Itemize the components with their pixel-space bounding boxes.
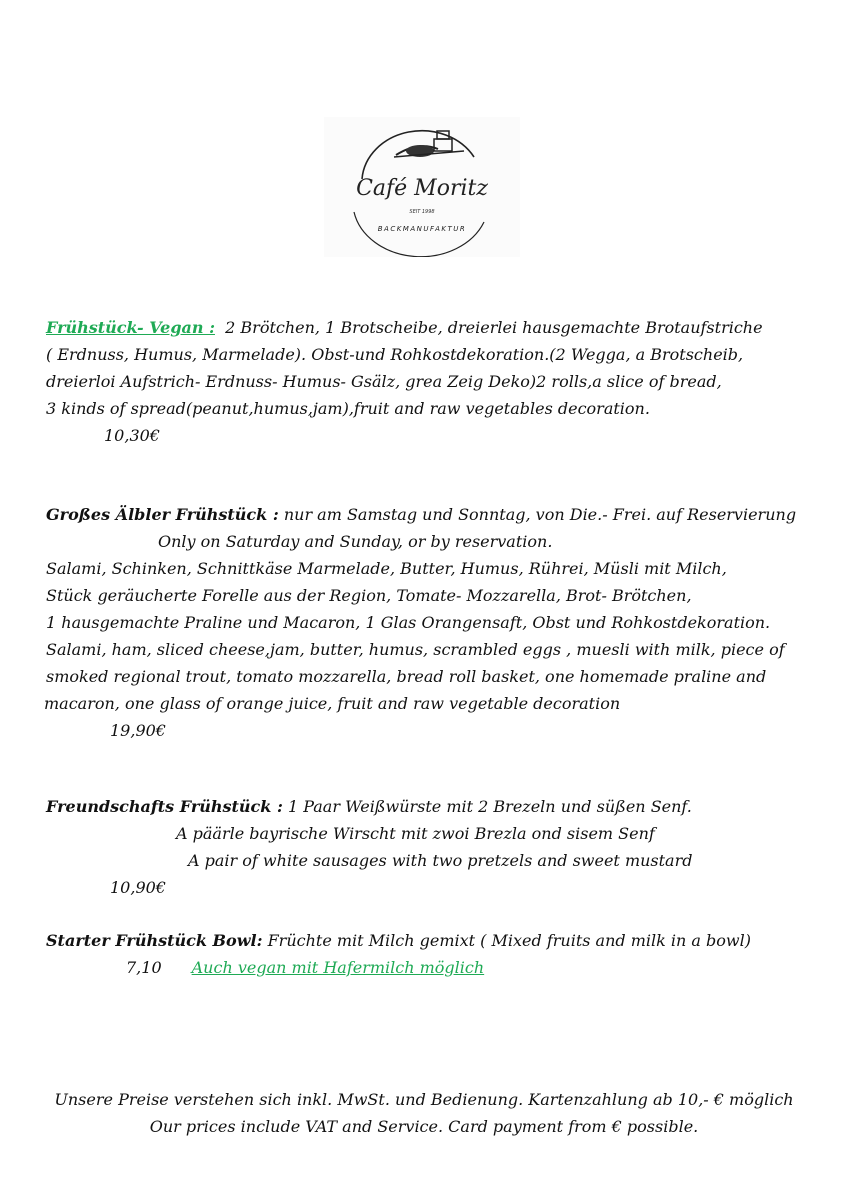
bowl-price: 7,10 (126, 958, 162, 977)
friendship-desc-line: 1 Paar Weißwürste mit 2 Brezeln und süßen Senf. (287, 797, 692, 816)
friendship-desc-line: A päärle bayrische Wirscht mit zwoi Brezla ond sisem Senf (176, 824, 655, 843)
logo-brand-text: Café Moritz (356, 176, 488, 201)
aelbler-desc-line: Salami, Schinken, Schnittkäse Marmelade, Butter, Humus, Rührei, Müsli mit Milch, (46, 559, 727, 578)
vegan-desc-line: 2 Brötchen, 1 Brotscheibe, dreierlei hausgemachte Brotaufstriche (225, 318, 763, 337)
cafe-logo-emblem (324, 117, 520, 257)
vegan-desc-line: ( Erdnuss, Humus, Marmelade). Obst-und Rohkostdekoration.(2 Wegga, a Brotscheib, (46, 345, 744, 364)
starter-bowl-section (46, 927, 751, 981)
vegan-title: Frühstück- Vegan : (46, 318, 215, 337)
aelbler-desc-line: macaron, one glass of orange juice, fruit and raw vegetable decoration (44, 694, 621, 713)
aelbler-desc-line: nur am Samstag und Sonntag, von Die.- Frei. auf Reservierung (283, 505, 797, 524)
footer-price-note: Unsere Preise verstehen sich inkl. MwSt. und Bedienung. Kartenzahlung ab 10,- € möglich (54, 1090, 794, 1109)
cafe-logo (324, 117, 520, 257)
friendship-title: Freundschafts Frühstück : (46, 797, 283, 816)
logo-ring-text: BACKMANUFAKTUR (377, 225, 467, 233)
friendship-price: 10,90€ (110, 878, 166, 897)
bread-tray-icon (394, 131, 464, 157)
friendship-breakfast-section (46, 793, 692, 901)
aelbler-price: 19,90€ (110, 721, 166, 740)
aelbler-desc-line: 1 hausgemachte Praline und Macaron, 1 Glas Orangensaft, Obst und Rohkostdekoration. (46, 613, 771, 632)
vegan-price: 10,30€ (104, 426, 160, 445)
aelbler-breakfast-section (46, 501, 796, 744)
aelbler-title: Großes Älbler Frühstück : (46, 505, 279, 524)
aelbler-desc-line: Only on Saturday and Sunday, or by reservation. (158, 532, 553, 551)
aelbler-desc-line: Stück geräucherte Forelle aus der Region, Tomate- Mozzarella, Brot- Brötchen, (46, 586, 692, 605)
aelbler-desc-line: smoked regional trout, tomato mozzarella, bread roll basket, one homemade praline and (46, 667, 767, 686)
vegan-desc-line: dreierloi Aufstrich- Erdnuss- Humus- Gsälz, grea Zeig Deko)2 rolls,a slice of bread, (46, 372, 722, 391)
vegan-breakfast-section (46, 314, 763, 449)
friendship-desc-line: A pair of white sausages with two pretzels and sweet mustard (188, 851, 693, 870)
logo-since-text: SEIT 1998 (409, 209, 435, 215)
bowl-desc-line: Früchte mit Milch gemixt ( Mixed fruits and milk in a bowl) (267, 931, 751, 950)
footer-price-note-en: Our prices include VAT and Service. Card payment from € possible. (149, 1117, 699, 1136)
bowl-title: Starter Frühstück Bowl: (46, 931, 263, 950)
bowl-vegan-note: Auch vegan mit Hafermilch möglich (191, 958, 485, 977)
aelbler-desc-line: Salami, ham, sliced cheese,jam, butter, humus, scrambled eggs , muesli with milk, piece of (46, 640, 785, 659)
vegan-desc-line: 3 kinds of spread(peanut,humus,jam),fruit and raw vegetables decoration. (46, 399, 650, 418)
